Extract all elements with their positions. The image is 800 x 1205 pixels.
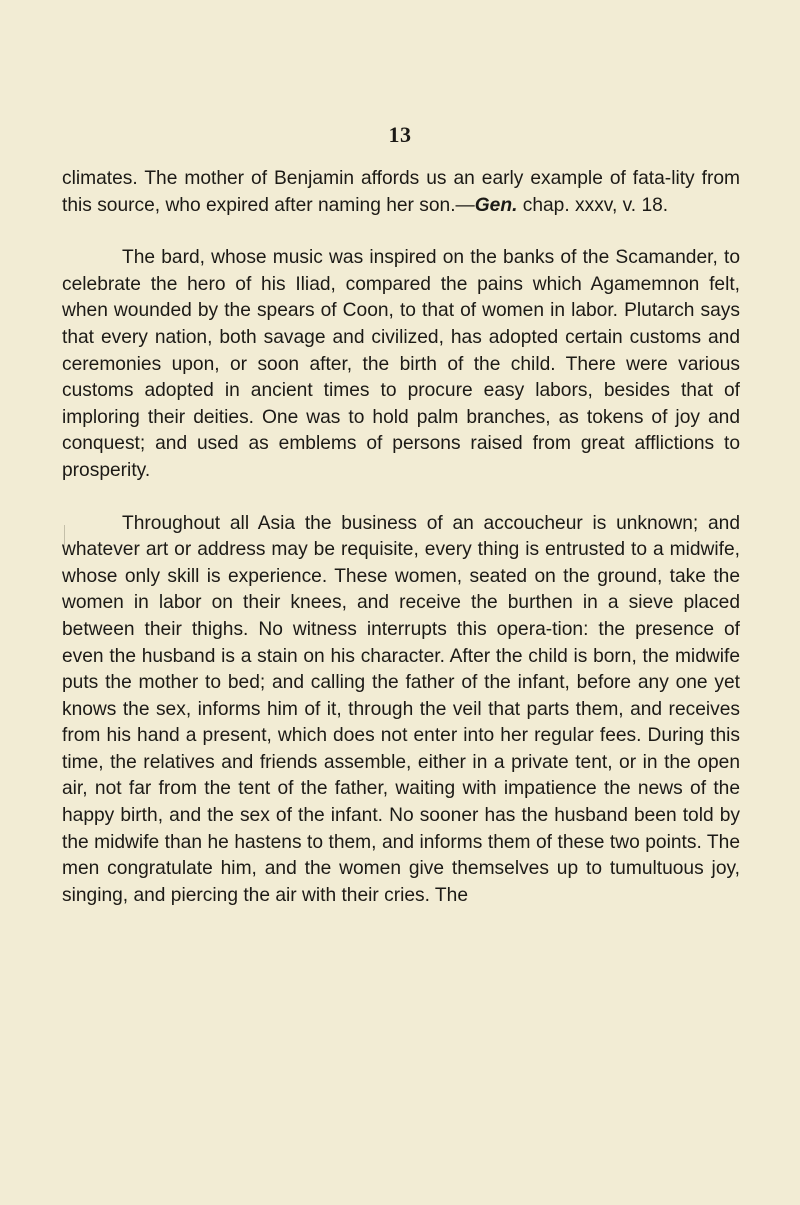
- paragraph-climates-text: climates. The mother of Benjamin affords us an early example of fata-lity from this source, who expired after naming her son.—: [62, 168, 740, 216]
- paragraph-asia: Throughout all Asia the business of an accoucheur is unknown; and whatever art or address may be requisite, every thing is entrusted to a midwife, whose only skill is experience. These women, seated on the ground, take the women in labor on their knees, and receive the burthen in a sieve placed between their thighs. No witness interrupts this opera-tion: the presence of even the husband is a stain on his character. After the child is born, the midwife puts the mother to bed; and calling the father of the infant, before any one yet knows the sex, informs him of it, through the veil that parts them, and receives from his hand a present, which does not enter into her regular fees. During this time, the relatives and friends assemble, either in a private tent, or in the open air, not far from the tent of the father, waiting with impatience the news of the happy birth, and the sex of the infant. No sooner has the husband been told by the midwife than he hastens to them, and informs them of these two points. The men congratulate him, and the women give themselves up to tumultuous joy, singing, and piercing the air with their cries. The: [62, 512, 740, 906]
- page-number: 13: [388, 122, 412, 147]
- paragraph-climates-tail: chap. xxxv, v. 18.: [517, 194, 669, 216]
- paragraph-bard: The bard, whose music was inspired on the banks of the Scamander, to celebrate the hero of his Iliad, compared the pains which Agamemnon felt, when wounded by the spears of Coon, to that of women in labor. Plutarch says that every nation, both savage and civilized, has adopted certain customs and ceremonies upon, or soon after, the birth of the child. There were various customs adopted in ancient times to procure easy labors, besides that of imploring their deities. One was to hold palm branches, as tokens of joy and conquest; and used as emblems of persons raised from great afflictions to prosperity.: [62, 247, 740, 481]
- paper-mark: [64, 525, 65, 547]
- body-text: [62, 166, 740, 909]
- italic-reference: Gen.: [474, 194, 518, 216]
- paragraph-climates: [62, 166, 740, 219]
